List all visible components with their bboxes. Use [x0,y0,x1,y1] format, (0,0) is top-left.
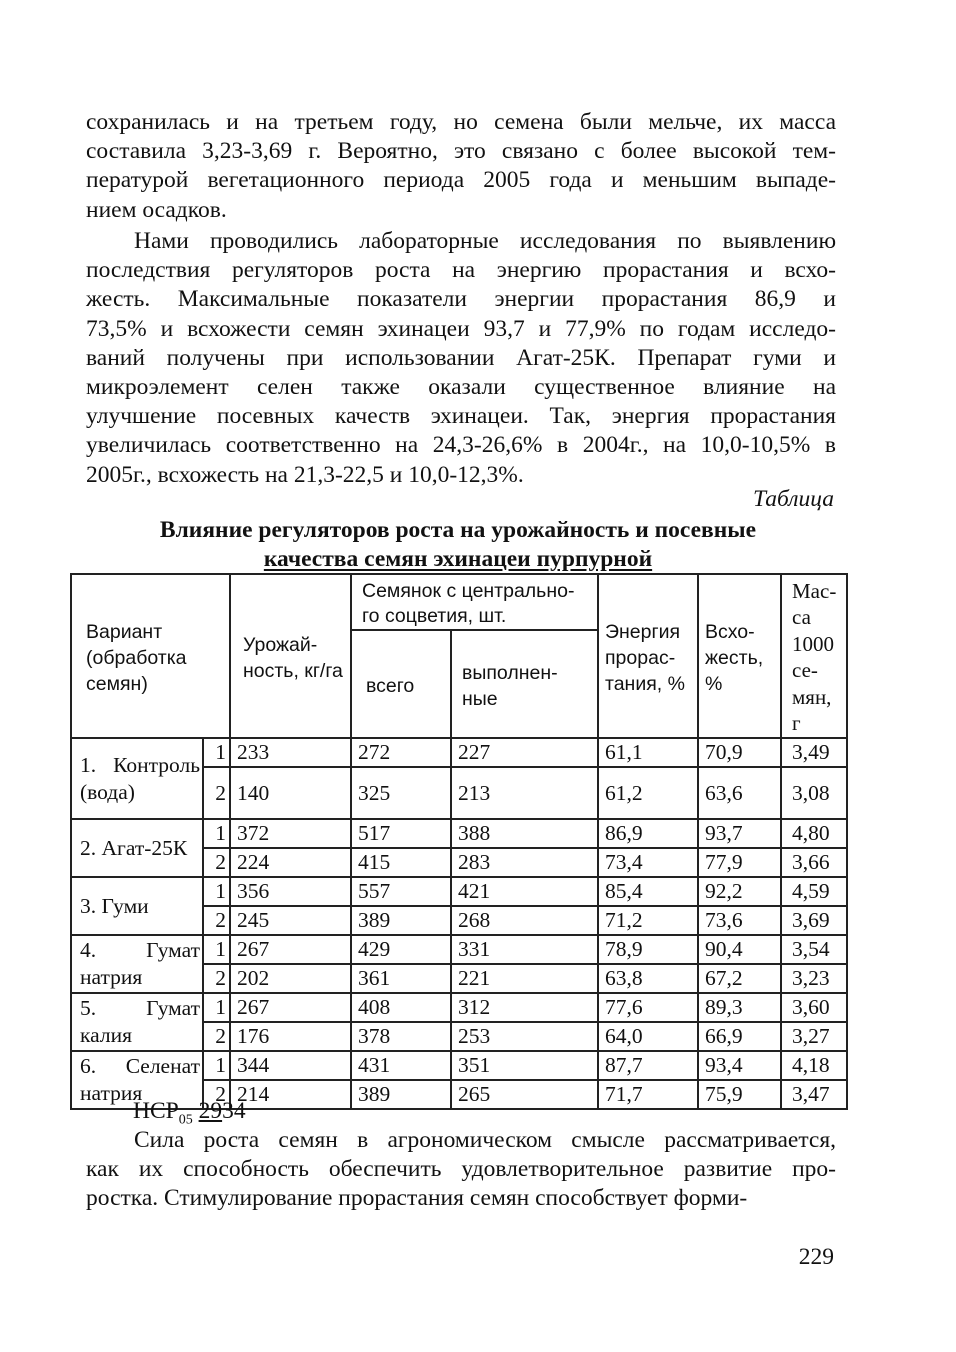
page-number: 229 [798,1244,834,1270]
filled-cell: 351 [451,1051,598,1080]
yield-cell: 245 [230,906,351,935]
paragraph-3 [86,1126,836,1214]
mass-cell: 3,66 [781,848,847,877]
header-total: всего [351,630,451,738]
text-line: последствия регуляторов роста на энергию прорастания и всхо- [86,257,836,284]
germination-cell: 77,9 [698,848,781,877]
germination-cell: 89,3 [698,993,781,1022]
table-row [71,993,847,1022]
text-line: 73,5% и всхожести семян эхинацеи 93,7 и 77,9% по годам исследо- [86,315,836,342]
variant-cell: 6. Селенат натрия [71,1051,203,1109]
text-line: улучшение посевных качеств эхинацеи. Так, энергия прорастания [86,403,836,430]
header-germination: Всхо-жесть, % [698,574,781,738]
text-line: ростка. Стимулирование прорастания семян способствует форми- [86,1185,748,1212]
text-line: ваний получены при использовании Агат-25К. Препарат гуми и [86,344,836,371]
year-cell: 2 [203,906,230,935]
year-cell: 1 [203,993,230,1022]
year-cell: 1 [203,819,230,848]
header-energy: Энергия прорас-тания, % [598,574,698,738]
total-cell: 431 [351,1051,451,1080]
mass-cell: 3,27 [781,1022,847,1051]
table-title-line-1: Влияние регуляторов роста на урожайность и посевные [159,517,757,543]
total-cell: 272 [351,738,451,767]
germination-cell: 67,2 [698,964,781,993]
header-yield: Урожай-ность, кг/га [230,574,351,738]
paragraph-1 [86,108,836,225]
header-achenes: Семянок с центрально-го соцветия, шт. [351,574,598,630]
mass-cell: 4,59 [781,877,847,906]
energy-cell: 86,9 [598,819,698,848]
lsd-value [133,1098,246,1129]
paragraph-2 [86,227,836,490]
germination-cell: 93,4 [698,1051,781,1080]
filled-cell: 227 [451,738,598,767]
filled-cell: 221 [451,964,598,993]
table-row [71,935,847,964]
mass-cell: 3,54 [781,935,847,964]
variant-cell: 1. Контроль (вода) [71,738,203,819]
germination-cell: 70,9 [698,738,781,767]
table-body [71,738,847,1109]
total-cell: 389 [351,906,451,935]
total-cell: 378 [351,1022,451,1051]
yield-cell: 233 [230,738,351,767]
total-cell: 415 [351,848,451,877]
text-line: составила 3,23-3,69 г. Вероятно, это связано с более высокой тем- [86,138,836,165]
energy-cell: 77,6 [598,993,698,1022]
lsd-rest: 34 [222,1098,246,1124]
text-line: нием осадков. [86,196,227,223]
text-line: сохранилась и на третьем году, но семена были мельче, их масса [86,109,836,135]
energy-cell: 61,2 [598,767,698,819]
text-line: Нами проводились лабораторные исследования по выявлению [134,228,836,254]
energy-cell: 85,4 [598,877,698,906]
text-line: увеличилась соответственно на 24,3-26,6% в 2004г., на 10,0-10,5% в [86,432,836,459]
energy-cell: 73,4 [598,848,698,877]
yield-cell: 267 [230,993,351,1022]
filled-cell: 253 [451,1022,598,1051]
year-cell: 1 [203,1051,230,1080]
germination-cell: 66,9 [698,1022,781,1051]
total-cell: 325 [351,767,451,819]
filled-cell: 283 [451,848,598,877]
mass-cell: 4,18 [781,1051,847,1080]
total-cell: 408 [351,993,451,1022]
filled-cell: 213 [451,767,598,819]
text-line: как их способность обеспечить удовлетворительное развитие про- [86,1156,836,1183]
total-cell: 389 [351,1080,451,1109]
variant-cell: 5. Гумат калия [71,993,203,1051]
table-title-line-2: качества семян эхинацеи пурпурной [263,546,653,572]
energy-cell: 71,2 [598,906,698,935]
total-cell: 429 [351,935,451,964]
year-cell: 2 [203,1022,230,1051]
year-cell: 2 [203,848,230,877]
filled-cell: 268 [451,906,598,935]
mass-cell: 4,80 [781,819,847,848]
table-row [71,738,847,767]
lsd-prefix: НСР [133,1098,179,1124]
year-cell: 1 [203,935,230,964]
total-cell: 361 [351,964,451,993]
year-cell: 1 [203,738,230,767]
table-row [71,877,847,906]
germination-cell: 75,9 [698,1080,781,1109]
filled-cell: 331 [451,935,598,964]
text-line: пературой вегетационного периода 2005 года и меньшим выпаде- [86,167,836,194]
energy-cell: 78,9 [598,935,698,964]
mass-cell: 3,60 [781,993,847,1022]
energy-cell: 87,7 [598,1051,698,1080]
germination-cell: 90,4 [698,935,781,964]
header-mass: Мас-са 1000 се-мян, г [781,574,847,738]
variant-cell: 2. Агат-25К [71,819,203,877]
lsd-sub: 05 [178,1112,193,1128]
energy-cell: 63,8 [598,964,698,993]
lsd-underlined: 29 [198,1098,223,1124]
text-line: 2005г., всхожесть на 21,3-22,5 и 10,0-12,3%. [86,461,524,488]
filled-cell: 312 [451,993,598,1022]
yield-cell: 214 [230,1080,351,1109]
text-line: жесть. Максимальные показатели энергии прорастания 86,9 и [86,286,836,313]
year-cell: 2 [203,964,230,993]
total-cell: 517 [351,819,451,848]
text-line: Сила роста семян в агрономическом смысле рассматривается, [134,1127,836,1153]
header-filled: выполнен-ные [451,630,598,738]
year-cell: 2 [203,1080,230,1109]
filled-cell: 265 [451,1080,598,1109]
energy-cell: 71,7 [598,1080,698,1109]
table-title [70,516,846,574]
yield-cell: 372 [230,819,351,848]
table-row [71,1051,847,1080]
mass-cell: 3,08 [781,767,847,819]
filled-cell: 421 [451,877,598,906]
filled-cell: 388 [451,819,598,848]
mass-cell: 3,47 [781,1080,847,1109]
yield-cell: 267 [230,935,351,964]
table-label: Таблица [753,486,834,512]
total-cell: 557 [351,877,451,906]
yield-cell: 224 [230,848,351,877]
germination-cell: 92,2 [698,877,781,906]
germination-cell: 93,7 [698,819,781,848]
energy-cell: 61,1 [598,738,698,767]
energy-cell: 64,0 [598,1022,698,1051]
germination-cell: 73,6 [698,906,781,935]
text-line: микроэлемент селен также оказали существенное влияние на [86,374,836,401]
mass-cell: 3,69 [781,906,847,935]
yield-cell: 176 [230,1022,351,1051]
year-cell: 2 [203,767,230,819]
yield-cell: 356 [230,877,351,906]
table-row [71,819,847,848]
mass-cell: 3,49 [781,738,847,767]
yield-cell: 140 [230,767,351,819]
mass-cell: 3,23 [781,964,847,993]
yield-cell: 344 [230,1051,351,1080]
yield-cell: 202 [230,964,351,993]
header-variant: Вариант (обработка семян) [71,574,230,738]
data-table [70,573,848,1110]
variant-cell: 3. Гуми [71,877,203,935]
germination-cell: 63,6 [698,767,781,819]
year-cell: 1 [203,877,230,906]
variant-cell: 4. Гумат натрия [71,935,203,993]
